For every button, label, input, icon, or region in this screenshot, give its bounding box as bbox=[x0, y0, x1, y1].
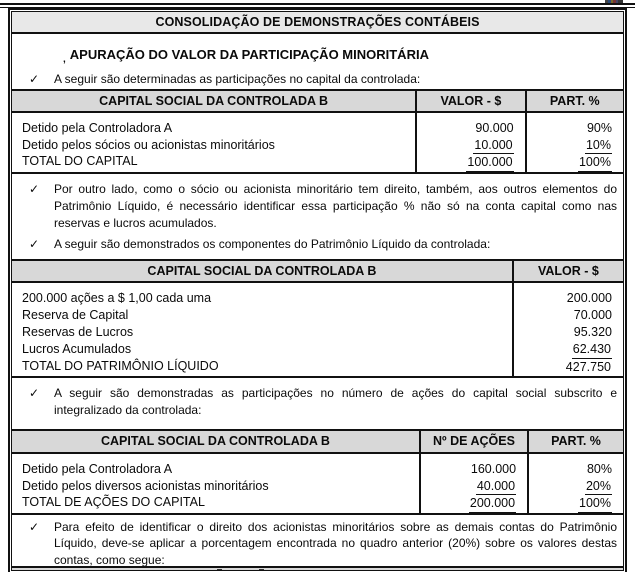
paragraph-line: contas, como segue: bbox=[54, 552, 165, 567]
row-labels bbox=[12, 283, 512, 376]
bullet-item bbox=[12, 385, 623, 419]
cell-value: 100% bbox=[531, 154, 612, 174]
row-labels bbox=[12, 454, 419, 513]
row-labels bbox=[12, 113, 415, 172]
section-heading bbox=[63, 47, 623, 65]
paragraph-line: reservas e lucros acumulados. bbox=[54, 216, 217, 230]
paragraph-line: Para efeito de identificar o direito dos acionistas minoritários sobre as demais contas do Patrimônio bbox=[54, 520, 617, 534]
explanation-block-3 bbox=[12, 515, 623, 568]
table-row-label: Reservas de Lucros bbox=[22, 325, 134, 339]
table-row-label: Reserva de Capital bbox=[22, 308, 129, 322]
cell-value: 62.430 bbox=[518, 341, 612, 359]
column-valor-values bbox=[512, 283, 623, 376]
patrimonio-table-body bbox=[12, 283, 623, 378]
cell-value: 95.320 bbox=[573, 325, 612, 339]
cell-value: 100.000 bbox=[421, 154, 513, 174]
paragraph-line: A seguir são determinadas as participações no capital da controlada: bbox=[54, 72, 421, 86]
paragraph-line: A seguir são demonstradas as participações no número de ações do capital social subscrito e bbox=[54, 386, 617, 400]
table-row-label: TOTAL DO CAPITAL bbox=[22, 154, 138, 168]
column-header-part: PART. % bbox=[525, 91, 623, 111]
cell-value: 90.000 bbox=[475, 121, 514, 135]
table-row-label: Detido pelos diversos acionistas minoritários bbox=[22, 478, 269, 493]
table-row-label: Lucros Acumulados bbox=[22, 342, 132, 356]
capital-table-header bbox=[12, 91, 623, 113]
column-header-part: PART. % bbox=[527, 431, 623, 452]
table-row-label: TOTAL DO PATRIMÔNIO LÍQUIDO bbox=[22, 359, 219, 373]
checkmark-icon: ✓ bbox=[29, 386, 40, 400]
explanation-block-2 bbox=[12, 378, 623, 431]
explanation-block-1 bbox=[12, 174, 623, 261]
patrimonio-table-header bbox=[12, 261, 623, 283]
column-header-valor: VALOR - $ bbox=[415, 91, 524, 111]
column-header-capital: CAPITAL SOCIAL DA CONTROLADA B bbox=[147, 263, 377, 278]
column-header-capital: CAPITAL SOCIAL DA CONTROLADA B bbox=[99, 93, 329, 108]
acoes-table-header bbox=[12, 431, 623, 454]
page-top-rule bbox=[0, 3, 635, 5]
bullet-item bbox=[12, 519, 623, 568]
paragraph-line: Por outro lado, como o sócio ou acionista minoritário tem direito, também, aos outros elementos do bbox=[54, 182, 617, 196]
cell-value: 200.000 bbox=[566, 291, 612, 305]
cell-value: 160.000 bbox=[470, 462, 517, 476]
column-part-values bbox=[527, 454, 623, 513]
column-valor-values bbox=[415, 113, 524, 172]
paragraph-line: Patrimônio Líquido, é necessário identificar essa participação % não só na conta capital como nas bbox=[54, 199, 617, 213]
acoes-table-body bbox=[12, 454, 623, 515]
cell-value: 100% bbox=[533, 495, 612, 515]
column-part-values bbox=[525, 113, 623, 172]
section-apuracao bbox=[12, 34, 623, 91]
table-row-label: 200.000 ações a $ 1,00 cada uma bbox=[22, 291, 212, 305]
bullet-item bbox=[12, 71, 623, 88]
cell-value: 40.000 bbox=[425, 478, 516, 496]
cutoff-letter-mark bbox=[217, 569, 222, 570]
paragraph-line: A seguir são demonstrados os componentes do Patrimônio Líquido da controlada: bbox=[54, 237, 491, 251]
cell-value: 90% bbox=[586, 121, 612, 135]
document-title-bar bbox=[12, 12, 623, 34]
cell-value: 200.000 bbox=[425, 495, 516, 515]
cell-value: 10% bbox=[531, 137, 612, 155]
document-frame bbox=[8, 8, 627, 572]
table-row-label: TOTAL DE AÇÕES DO CAPITAL bbox=[22, 495, 205, 509]
bullet-item bbox=[12, 236, 623, 253]
capital-table-body bbox=[12, 113, 623, 174]
table-row-label: Detido pela Controladora A bbox=[22, 121, 173, 135]
cell-value: 10.000 bbox=[421, 137, 513, 155]
table-row-label: Detido pela Controladora A bbox=[22, 462, 173, 476]
cell-value: 70.000 bbox=[573, 308, 612, 322]
checkmark-icon: ✓ bbox=[29, 520, 40, 534]
table-row-label: Detido pelos sócios ou acionistas minoritários bbox=[22, 137, 275, 152]
paragraph-line: integralizado da controlada: bbox=[54, 403, 202, 417]
cutoff-next-header-sliver bbox=[12, 568, 623, 570]
checkmark-icon: ✓ bbox=[29, 72, 40, 86]
bullet-item bbox=[12, 181, 623, 232]
column-header-capital: CAPITAL SOCIAL DA CONTROLADA B bbox=[100, 434, 330, 448]
column-header-acoes: Nº DE AÇÕES bbox=[419, 431, 527, 452]
checkmark-icon: ✓ bbox=[29, 182, 40, 196]
column-header-valor: VALOR - $ bbox=[512, 261, 623, 281]
checkmark-icon: ✓ bbox=[29, 237, 40, 251]
cutoff-corner-fragment bbox=[605, 0, 623, 3]
document-title: CONSOLIDAÇÃO DE DEMONSTRAÇÕES CONTÁBEIS bbox=[155, 15, 480, 29]
cutoff-letter-mark bbox=[259, 569, 264, 570]
cell-value: 20% bbox=[533, 478, 612, 496]
paragraph-line: Líquido, deve-se aplicar a porcentagem encontrada no quadro anterior (20%) sobre os valores destas bbox=[54, 536, 617, 551]
cell-value: 80% bbox=[586, 462, 612, 476]
document-frame-inner bbox=[11, 11, 624, 571]
cell-value: 427.750 bbox=[518, 359, 612, 378]
column-acoes-values bbox=[419, 454, 527, 513]
stray-comma-mark: , bbox=[63, 54, 66, 65]
section-heading-text: APURAÇÃO DO VALOR DA PARTICIPAÇÃO MINORITÁRIA bbox=[69, 47, 429, 62]
